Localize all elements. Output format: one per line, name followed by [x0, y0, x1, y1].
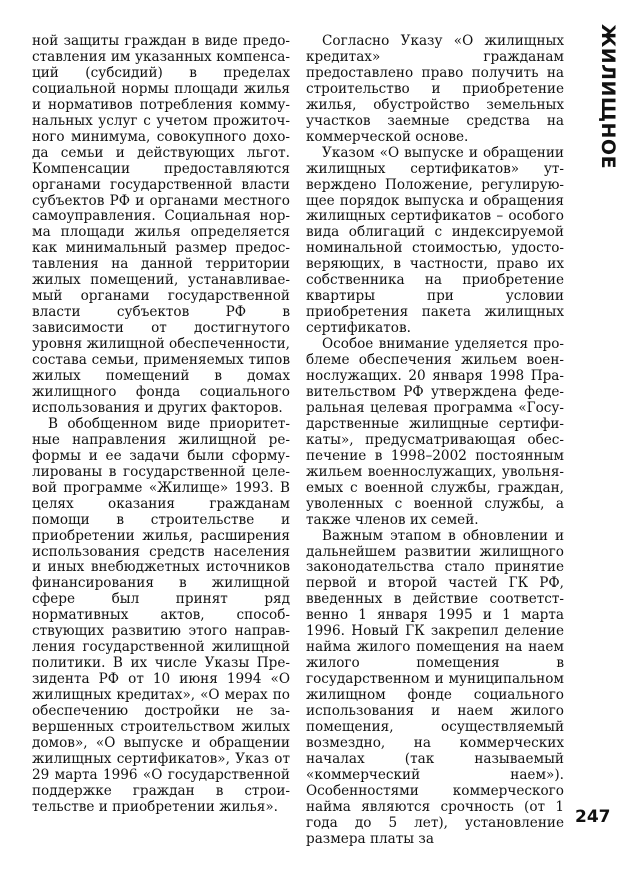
paragraph: В обобщенном виде приоритетные направления жилищной реформы и ее задачи были сформулированы в государственной целевой программе «Жилище» 1993. В целях оказания гражданам помощи в строительстве и приобретении жилья, расширения использования средств населения и иных внебюджетных источников финансирования в жилищной сфере был принят ряд нормативных актов, способствующих развитию этого направления государственной жилищной политики. В их числе Указы Президента РФ от 10 июня 1994 «О жилищных кредитах», «О мерах по обеспечению достройки не завершенных строительством жилых домов», «О выпуске и обращении жилищных сертификатов», Указ от 29 марта 1996 «О государственной поддержке граждан в строительстве и приобретении жилья». [32, 415, 290, 815]
right-text-column [306, 34, 564, 848]
left-text-column [32, 34, 290, 816]
paragraph: Важным этапом в обновлении и дальнейшем развитии жилищного законодательства стало принятие первой и второй частей ГК РФ, введенных в действие соответственно 1 января 1995 и 1 марта 1996. Новый ГК закрепил деление найма жилого помещения на наем жилого помещения в государственном и муниципальном жилищном фонде социального использования и наем жилого помещения, осуществляемый возмездно, на коммерческих началах (так называемый «коммерческий наем»). Особенностями коммерческого найма являются срочность (от 1 года до 5 лет), установление размера платы за [306, 527, 564, 847]
paragraph: Согласно Указу «О жилищных кредитах» гражданам предоставлено право получить на строительство и приобретение жилья, обустройство земельных участков заемные средства на коммерческой основе. [306, 33, 564, 145]
paragraph: ной защиты граждан в виде предоставления им указанных компенсаций (субсидий) в пределах социальной нормы площади жилья и нормативов потребления коммунальных услуг с учетом прожиточного минимума, совокупного дохода семьи и действующих льгот. Компенсации предоставляются органами государственной власти субъектов РФ и органами местного самоуправления. Социальная норма площади жилья определяется как минимальный размер предоставления на данной территории жилых помещений, устанавливаемый органами государственной власти субъектов РФ в зависимости от достигнутого уровня жилищной обеспеченности, состава семьи, применяемых типов жилых помещений в домах жилищного фонда социального использования и других факторов. [32, 33, 291, 416]
section-title: ЖИЛИЩНОЕ [597, 24, 619, 170]
paragraph: Указом «О выпуске и обращении жилищных сертификатов» утверждено Положение, регулирующее порядок выпуска и обращения жилищных сертификатов – особого вида облигаций с индексируемой номинальной стоимостью, удостоверяющих, в частности, право их собственника на приобретение квартиры при условии приобретения пакета жилищных сертификатов. [306, 144, 564, 337]
paragraph: Особое внимание уделяется проблеме обеспечения жильем военнослужащих. 20 января 1998 Правительством РФ утверждена федеральная целевая программа «Государственные жилищные сертификаты», предусматривающая обеспечение в 1998–2002 постоянным жильем военнослужащих, увольняемых с военной службы, граждан, уволенных с военной службы, а также членов их семей. [306, 336, 564, 528]
page-number: 247 [575, 807, 611, 827]
